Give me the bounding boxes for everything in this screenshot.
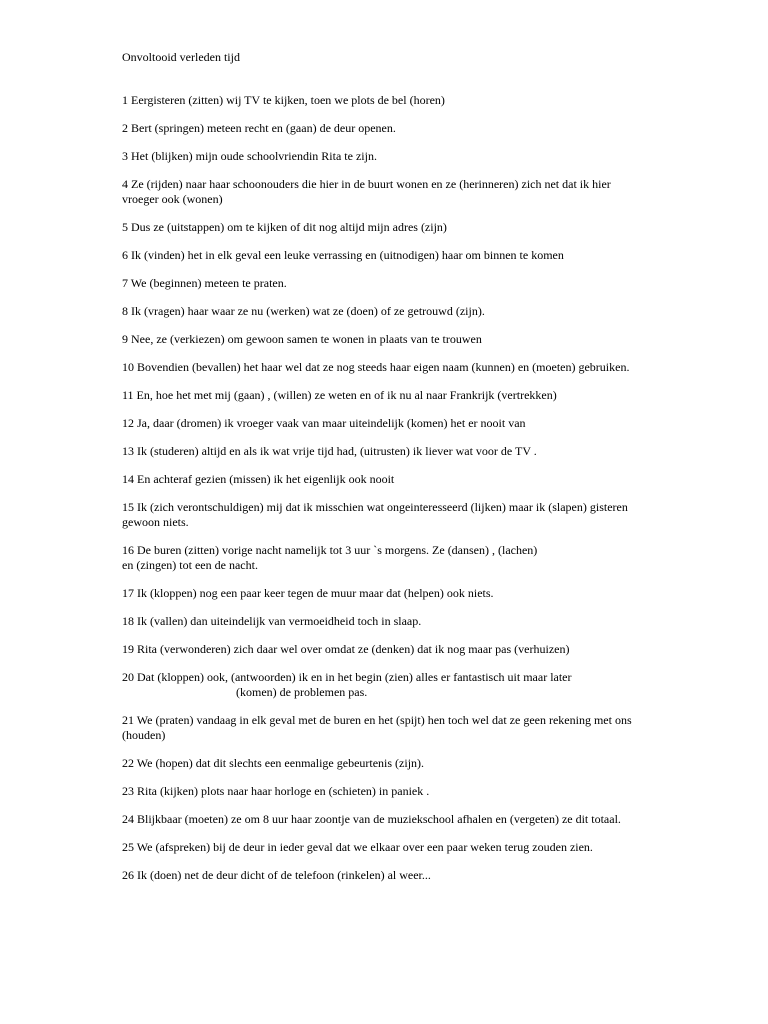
exercise-item-17: 17 Ik (kloppen) nog een paar keer tegen de muur maar dat (helpen) ook niets.: [122, 586, 494, 600]
exercise-item-16: [122, 543, 642, 573]
document-title: Onvoltooid verleden tijd: [122, 50, 240, 64]
exercise-item-3: 3 Het (blijken) mijn oude schoolvriendin Rita te zijn.: [122, 149, 377, 163]
exercise-item-21: 21 We (praten) vandaag in elk geval met de buren en het (spijt) hen toch wel dat ze geen rekening met ons (houden): [122, 713, 632, 742]
exercise-item-22: 22 We (hopen) dat dit slechts een eenmalige gebeurtenis (zijn).: [122, 756, 425, 770]
exercise-item-24: 24 Blijkbaar (moeten) ze om 8 uur haar zoontje van de muziekschool afhalen en (vergeten) ze dit totaal.: [122, 812, 621, 826]
exercise-item-23: 23 Rita (kijken) plots naar haar horloge en (schieten) in paniek .: [122, 784, 430, 798]
exercise-item-20-line-1: 20 Dat (kloppen) ook, (antwoorden) ik en in het begin (zien) alles er fantastisch uit maar later: [122, 670, 572, 684]
exercise-item-11: 11 En, hoe het met mij (gaan) , (willen) ze weten en of ik nu al naar Frankrijk (vertrekken): [122, 388, 557, 402]
exercise-item-4: 4 Ze (rijden) naar haar schoonouders die hier in de buurt wonen en ze (herinneren) zich net dat ik hier vroeger ook (wonen): [122, 177, 611, 206]
exercise-item-26: 26 Ik (doen) net de deur dicht of de telefoon (rinkelen) al weer...: [122, 868, 431, 882]
exercise-item-15: 15 Ik (zich verontschuldigen) mij dat ik misschien wat ongeinteresseerd (lijken) maar ik (slapen) gisteren gewoon niets.: [122, 500, 628, 529]
exercise-item-20-line-2: (komen) de problemen pas.: [236, 685, 368, 699]
exercise-item-13: 13 Ik (studeren) altijd en als ik wat vrije tijd had, (uitrusten) ik liever wat voor de TV .: [122, 444, 537, 458]
exercise-item-19: 19 Rita (verwonderen) zich daar wel over omdat ze (denken) dat ik nog maar pas (verhuizen): [122, 642, 570, 656]
exercise-item-14: 14 En achteraf gezien (missen) ik het eigenlijk ook nooit: [122, 472, 395, 486]
exercise-item-6: 6 Ik (vinden) het in elk geval een leuke verrassing en (uitnodigen) haar om binnen te komen: [122, 248, 564, 262]
exercise-item-16-line-1: 16 De buren (zitten) vorige nacht namelijk tot 3 uur `s morgens. Ze (dansen) , (lachen): [122, 543, 538, 557]
exercise-item-20: [122, 670, 642, 700]
exercise-item-5: 5 Dus ze (uitstappen) om te kijken of dit nog altijd mijn adres (zijn): [122, 220, 447, 234]
exercise-item-8: 8 Ik (vragen) haar waar ze nu (werken) wat ze (doen) of ze getrouwd (zijn).: [122, 304, 485, 318]
exercise-item-18: 18 Ik (vallen) dan uiteindelijk van vermoeidheid toch in slaap.: [122, 614, 422, 628]
exercise-item-12: 12 Ja, daar (dromen) ik vroeger vaak van maar uiteindelijk (komen) het er nooit van: [122, 416, 526, 430]
exercise-item-25: 25 We (afspreken) bij de deur in ieder geval dat we elkaar over een paar weken terug zouden zien.: [122, 840, 593, 854]
exercise-item-1: 1 Eergisteren (zitten) wij TV te kijken, toen we plots de bel (horen): [122, 93, 445, 107]
exercise-item-16-line-2: en (zingen) tot een de nacht.: [122, 558, 258, 572]
document-page: [122, 50, 642, 896]
exercise-item-10: 10 Bovendien (bevallen) het haar wel dat ze nog steeds haar eigen naam (kunnen) en (moeten) gebruiken.: [122, 360, 630, 374]
exercise-item-9: 9 Nee, ze (verkiezen) om gewoon samen te wonen in plaats van te trouwen: [122, 332, 482, 346]
exercise-item-2: 2 Bert (springen) meteen recht en (gaan) de deur openen.: [122, 121, 396, 135]
exercise-item-7: 7 We (beginnen) meteen te praten.: [122, 276, 287, 290]
